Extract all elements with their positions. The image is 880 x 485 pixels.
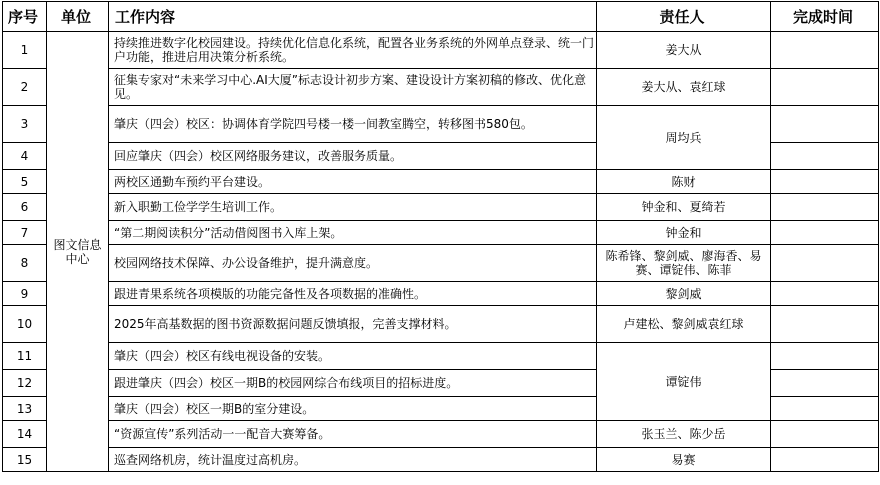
- header-seq: 序号: [3, 2, 47, 32]
- header-unit: 单位: [47, 2, 109, 32]
- done-cell: [771, 106, 879, 143]
- task-cell: 肇庆（四会）校区：协调体育学院四号楼一楼一间教室腾空，转移图书580包。: [109, 106, 597, 143]
- seq-cell: 13: [3, 397, 47, 421]
- work-plan-table: [2, 1, 879, 472]
- owner-cell: 姜大从、袁红球: [597, 69, 771, 106]
- done-cell: [771, 370, 879, 397]
- table-row: [3, 421, 879, 448]
- task-cell: 跟进肇庆（四会）校区一期B的校园网综合布线项目的招标进度。: [109, 370, 597, 397]
- unit-cell: 图文信息中心: [47, 32, 109, 472]
- done-cell: [771, 32, 879, 69]
- owner-cell: 陈财: [597, 170, 771, 194]
- done-cell: [771, 143, 879, 170]
- header-task: 工作内容: [109, 2, 597, 32]
- done-cell: [771, 170, 879, 194]
- seq-cell: 9: [3, 282, 47, 306]
- task-cell: 回应肇庆（四会）校区网络服务建议，改善服务质量。: [109, 143, 597, 170]
- seq-cell: 12: [3, 370, 47, 397]
- seq-cell: 8: [3, 245, 47, 282]
- seq-cell: 15: [3, 448, 47, 472]
- seq-cell: 6: [3, 194, 47, 221]
- header-owner: 责任人: [597, 2, 771, 32]
- table-row: [3, 306, 879, 343]
- task-cell: 两校区通勤车预约平台建设。: [109, 170, 597, 194]
- table-row: [3, 106, 879, 143]
- table-row: [3, 245, 879, 282]
- seq-cell: 11: [3, 343, 47, 370]
- task-cell: “第二期阅读积分”活动借阅图书入库上架。: [109, 221, 597, 245]
- done-cell: [771, 343, 879, 370]
- task-cell: 2025年高基数据的图书资源数据问题反馈填报，完善支撑材料。: [109, 306, 597, 343]
- task-cell: 征集专家对“未来学习中心.AI大厦”标志设计初步方案、建设设计方案初稿的修改、优化意见。: [109, 69, 597, 106]
- seq-cell: 4: [3, 143, 47, 170]
- owner-cell: 姜大从: [597, 32, 771, 69]
- task-cell: 巡查网络机房，统计温度过高机房。: [109, 448, 597, 472]
- seq-cell: 1: [3, 32, 47, 69]
- owner-cell: 易赛: [597, 448, 771, 472]
- seq-cell: 2: [3, 69, 47, 106]
- task-cell: 校园网络技术保障、办公设备维护，提升满意度。: [109, 245, 597, 282]
- done-cell: [771, 282, 879, 306]
- table-row: [3, 221, 879, 245]
- table-row: [3, 69, 879, 106]
- table-row: [3, 282, 879, 306]
- owner-cell: 钟金和、夏绮若: [597, 194, 771, 221]
- owner-cell: 谭锭伟: [597, 343, 771, 421]
- owner-cell: 钟金和: [597, 221, 771, 245]
- table-row: [3, 448, 879, 472]
- owner-cell: 黎剑威: [597, 282, 771, 306]
- owner-cell: 陈希锋、黎剑威、廖海香、易赛、谭锭伟、陈菲: [597, 245, 771, 282]
- task-cell: 肇庆（四会）校区一期B的室分建设。: [109, 397, 597, 421]
- done-cell: [771, 421, 879, 448]
- done-cell: [771, 221, 879, 245]
- seq-cell: 10: [3, 306, 47, 343]
- owner-cell: 周均兵: [597, 106, 771, 170]
- task-cell: “资源宣传”系列活动一一配音大赛筹备。: [109, 421, 597, 448]
- owner-cell: 张玉兰、陈少岳: [597, 421, 771, 448]
- table-row: [3, 32, 879, 69]
- seq-cell: 5: [3, 170, 47, 194]
- done-cell: [771, 69, 879, 106]
- task-cell: 新入职勤工俭学学生培训工作。: [109, 194, 597, 221]
- task-cell: 持续推进数字化校园建设。持续优化信息化系统，配置各业务系统的外网单点登录、统一门户功能，推进启用决策分析系统。: [109, 32, 597, 69]
- done-cell: [771, 245, 879, 282]
- done-cell: [771, 448, 879, 472]
- header-row: [3, 2, 879, 32]
- seq-cell: 3: [3, 106, 47, 143]
- done-cell: [771, 397, 879, 421]
- seq-cell: 14: [3, 421, 47, 448]
- table-row: [3, 343, 879, 370]
- header-done: 完成时间: [771, 2, 879, 32]
- done-cell: [771, 194, 879, 221]
- task-cell: 跟进青果系统各项模版的功能完备性及各项数据的准确性。: [109, 282, 597, 306]
- table-row: [3, 194, 879, 221]
- seq-cell: 7: [3, 221, 47, 245]
- owner-cell: 卢建松、黎剑威袁红球: [597, 306, 771, 343]
- task-cell: 肇庆（四会）校区有线电视设备的安装。: [109, 343, 597, 370]
- done-cell: [771, 306, 879, 343]
- table-row: [3, 170, 879, 194]
